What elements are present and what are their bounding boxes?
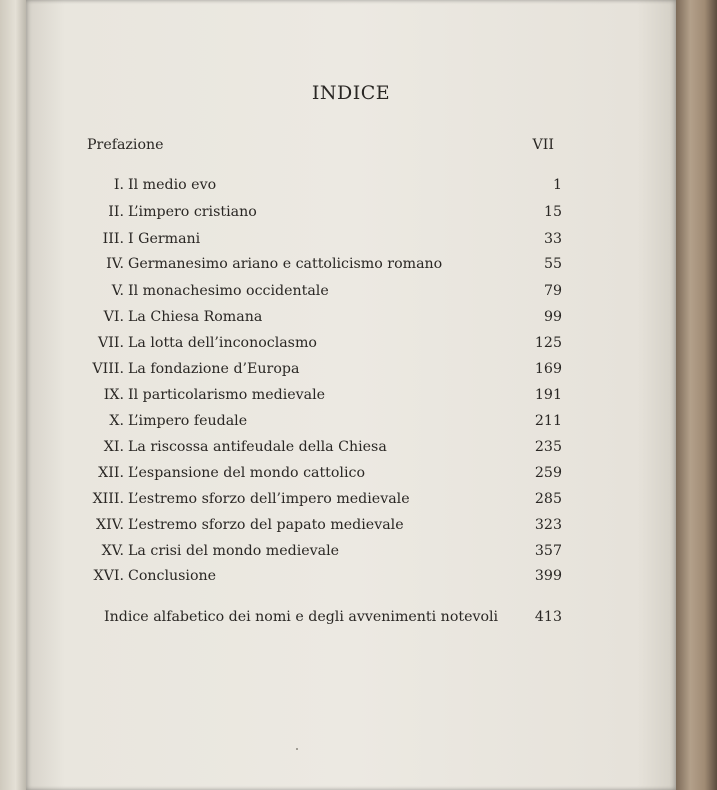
toc-page-number: 33 <box>543 231 562 247</box>
table-of-contents <box>26 0 676 790</box>
toc-row <box>26 204 676 226</box>
toc-entry-title: La riscossa antifeudale della Chiesa <box>128 439 387 455</box>
toc-chapter-number: XVI. <box>93 568 124 584</box>
toc-row <box>26 387 676 409</box>
toc-chapter-number: IV. <box>106 256 124 272</box>
toc-page-number: 191 <box>534 387 562 403</box>
toc-row <box>26 413 676 435</box>
toc-page-number: 125 <box>534 335 562 351</box>
toc-row <box>26 177 676 199</box>
previous-page-edge <box>0 0 26 790</box>
toc-row <box>26 543 676 565</box>
toc-chapter-number: VI. <box>103 309 124 325</box>
toc-entry-title: L’estremo sforzo dell’impero medievale <box>128 491 410 507</box>
toc-chapter-number: II. <box>108 204 124 220</box>
toc-row <box>26 283 676 305</box>
toc-chapter-number: X. <box>109 413 124 429</box>
toc-page-number: 1 <box>552 177 562 193</box>
toc-entry-title: Il monachesimo occidentale <box>128 283 329 299</box>
toc-index-row <box>26 609 676 631</box>
toc-page-number: VII <box>532 137 554 153</box>
toc-row <box>26 309 676 331</box>
toc-entry-title: Conclusione <box>128 568 217 584</box>
toc-entry-title: L’espansione del mondo cattolico <box>128 465 365 481</box>
toc-row <box>26 568 676 590</box>
toc-page-number: 15 <box>543 204 562 220</box>
toc-chapter-number: V. <box>111 283 124 299</box>
toc-row <box>26 491 676 513</box>
toc-page-number: 99 <box>543 309 562 325</box>
toc-row <box>26 465 676 487</box>
toc-page-number: 169 <box>534 361 562 377</box>
toc-entry-title: La fondazione d’Europa <box>128 361 300 377</box>
toc-page-number: 285 <box>534 491 562 507</box>
toc-row <box>26 231 676 253</box>
toc-chapter-number: XII. <box>98 465 124 481</box>
toc-entry-title: L’impero cristiano <box>128 204 257 220</box>
paper-speck <box>296 748 298 750</box>
toc-chapter-number: XIII. <box>92 491 124 507</box>
toc-chapter-number: VIII. <box>92 361 124 377</box>
toc-chapter-number: XI. <box>103 439 124 455</box>
toc-entry-title: L’impero feudale <box>128 413 248 429</box>
toc-chapter-number: I. <box>113 177 124 193</box>
toc-page-number: 259 <box>534 465 562 481</box>
toc-page-number: 357 <box>534 543 562 559</box>
toc-page-number: 399 <box>534 568 562 584</box>
toc-chapter-number: III. <box>102 231 124 247</box>
toc-chapter-number: IX. <box>103 387 124 403</box>
toc-entry-title: Prefazione <box>87 137 164 153</box>
toc-row <box>26 335 676 357</box>
toc-entry-title: Indice alfabetico dei nomi e degli avvenimenti notevoli <box>104 609 499 625</box>
toc-entry-title: L’estremo sforzo del papato medievale <box>128 517 404 533</box>
page-title: INDICE <box>311 82 391 104</box>
toc-chapter-number: VII. <box>98 335 124 351</box>
toc-row <box>26 517 676 539</box>
toc-page-number: 413 <box>534 609 562 625</box>
toc-page-number: 323 <box>534 517 562 533</box>
toc-page-number: 79 <box>543 283 562 299</box>
toc-row <box>26 256 676 278</box>
toc-entry-title: Germanesimo ariano e cattolicismo romano <box>128 256 443 272</box>
toc-entry-title: Il particolarismo medievale <box>128 387 326 403</box>
toc-row <box>26 439 676 461</box>
toc-row <box>26 361 676 383</box>
toc-page-number: 55 <box>543 256 562 272</box>
toc-preface-row <box>26 137 676 159</box>
toc-chapter-number: XIV. <box>96 517 124 533</box>
toc-entry-title: Il medio evo <box>128 177 217 193</box>
toc-entry-title: La crisi del mondo medievale <box>128 543 340 559</box>
toc-entry-title: I Germani <box>128 231 201 247</box>
toc-entry-title: La lotta dell’inconoclasmo <box>128 335 317 351</box>
book-cover-edge <box>676 0 717 790</box>
toc-page-number: 211 <box>534 413 562 429</box>
book-page <box>26 0 676 790</box>
toc-chapter-number: XV. <box>101 543 124 559</box>
toc-page-number: 235 <box>534 439 562 455</box>
toc-entry-title: La Chiesa Romana <box>128 309 263 325</box>
